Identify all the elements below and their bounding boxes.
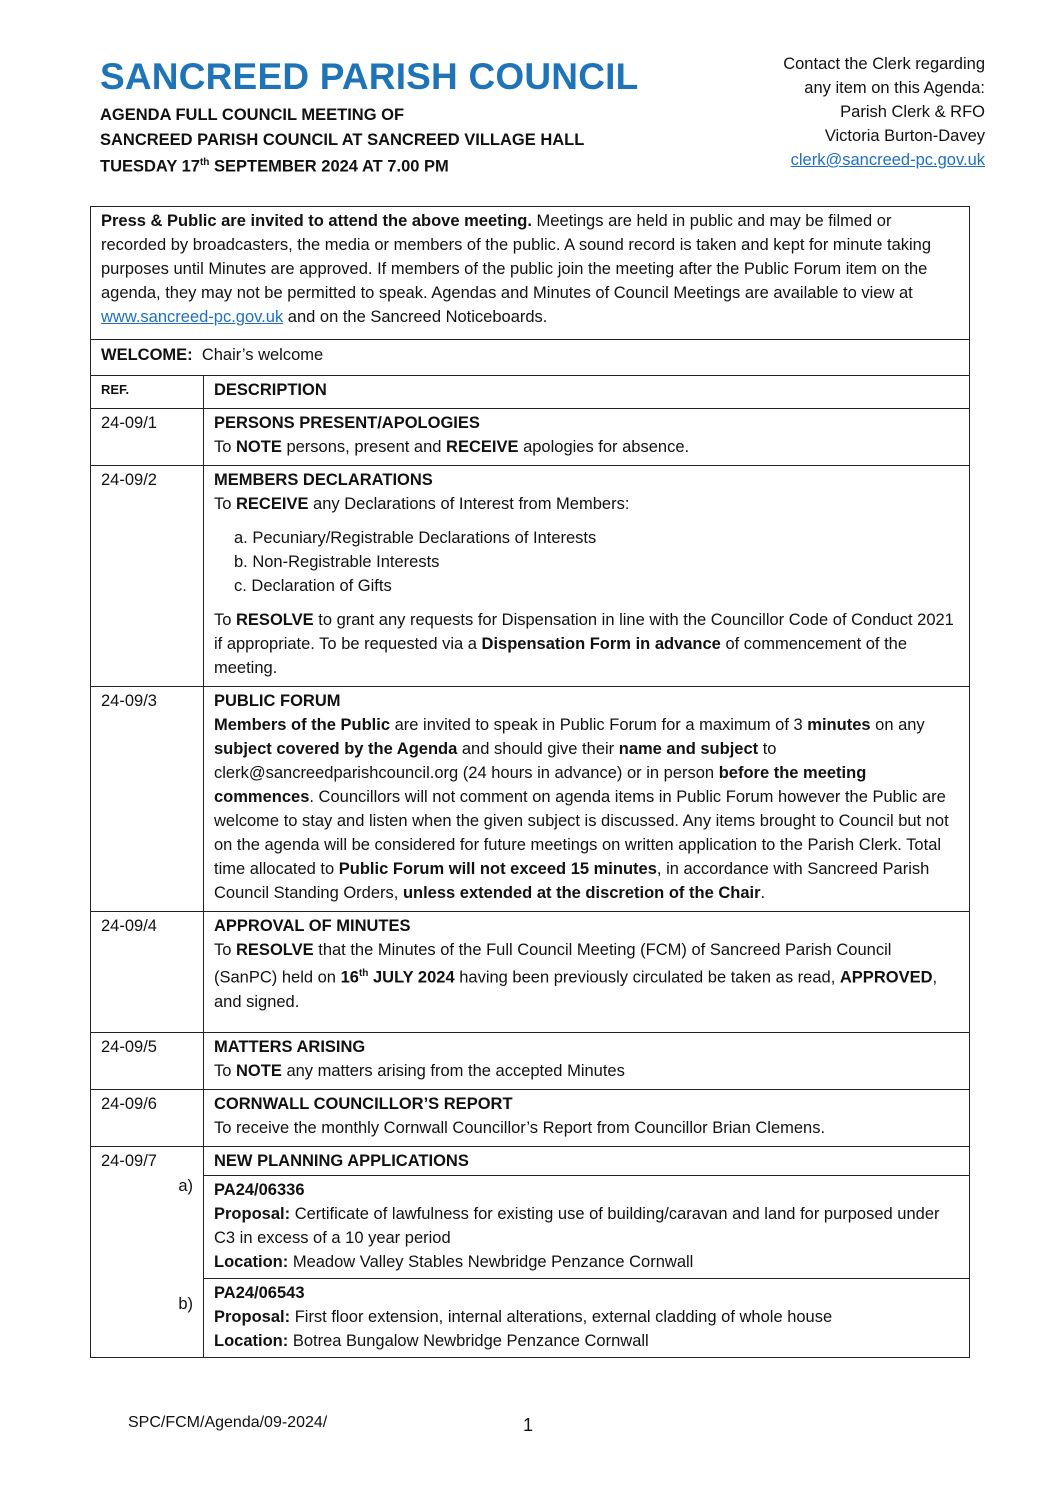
agenda-heading-line2: SANCREED PARISH COUNCIL AT SANCREED VILLAGE HALL [100, 131, 585, 149]
table-row [91, 912, 969, 1033]
item-title: MEMBERS DECLARATIONS [214, 471, 433, 489]
item-ref: 24-09/6 [91, 1090, 204, 1146]
item-title: PUBLIC FORUM [214, 692, 341, 710]
welcome-row [91, 340, 969, 376]
table-row [91, 1033, 969, 1090]
item-ref: 24-09/5 [91, 1033, 204, 1089]
item-ref: 24-09/2 [91, 466, 204, 686]
list-item: b. Non-Registrable Interests [234, 553, 440, 571]
application-code: PA24/06336 [214, 1180, 305, 1199]
table-row [91, 1147, 969, 1357]
planning-application: PA24/06543 Proposal: First floor extension, internal alterations, external cladding of whole house Location: Botrea Bungalow Newbridge Penzance Cornwall [204, 1278, 969, 1357]
item-title: NEW PLANNING APPLICATIONS [214, 1151, 469, 1170]
intro-bold: Press & Public are invited to attend the above meeting. [101, 212, 532, 230]
intro-notice [91, 207, 969, 340]
clerk-contact [783, 52, 985, 172]
council-title: SANCREED PARISH COUNCIL [100, 56, 639, 97]
item-description: PERSONS PRESENT/APOLOGIES To NOTE persons, present and RECEIVE apologies for absence. [214, 414, 690, 456]
page-number: 1 [523, 1415, 534, 1435]
item-description: PUBLIC FORUM Members of the Public are invited to speak in Public Forum for a maximum of 3 minutes on any subject covered by the Agenda and should give their name and subject to clerk@sancreedparishcouncil.org (24 hours in advance) or in person before the meeting commences. Councillors will not comment on agenda items in Public Forum however the Public are welcome to stay and listen when the given subject is discussed. Any items brought to Council but not on the agenda will be considered for future meetings on written application to the Parish Clerk. Total time allocated to Public Forum will not exceed 15 minutes, in accordance with Sancreed Parish Council Standing Orders, unless extended at the discretion of the Chair. [214, 692, 949, 902]
list-item: a. Pecuniary/Registrable Declarations of Interests [234, 529, 597, 547]
clerk-email-link[interactable]: clerk@sancreed-pc.gov.uk [790, 151, 985, 169]
item-description [204, 1147, 969, 1357]
welcome-text: Chair’s welcome [192, 346, 324, 364]
agenda-heading-date: TUESDAY 17th SEPTEMBER 2024 AT 7.00 PM [100, 157, 449, 176]
table-row [91, 409, 969, 466]
item-ref: 24-09/3 [91, 687, 204, 911]
item-description: CORNWALL COUNCILLOR’S REPORT To receive the monthly Cornwall Councillor’s Report from Councillor Brian Clemens. [214, 1094, 826, 1137]
welcome-label: WELCOME: [101, 346, 193, 364]
contact-line: Contact the Clerk regarding [783, 55, 985, 73]
contact-line: Victoria Burton-Davey [824, 127, 985, 145]
sub-item-letter: a) [178, 1176, 193, 1195]
agenda-heading-line1: AGENDA FULL COUNCIL MEETING OF [100, 106, 405, 124]
table-header [91, 376, 969, 409]
item-title: MATTERS ARISING [214, 1037, 366, 1056]
application-code: PA24/06543 [214, 1283, 305, 1302]
item-ref: 24-09/4 [91, 912, 204, 1032]
agenda-table [90, 206, 970, 1358]
description-header: DESCRIPTION [214, 381, 327, 399]
item-title: PERSONS PRESENT/APOLOGIES [214, 414, 480, 432]
item-description: MEMBERS DECLARATIONS To RECEIVE any Declarations of Interest from Members: a. Pecuniary/Registrable Declarations of Interests b. Non-Registrable Interests c. Declaration of Gifts To RESOLVE to grant any requests for Dispensation in line with the Councillor Code of Conduct 2021 if appropriate. To be requested via a Dispensation Form in advance of commencement of the meeting. [204, 466, 969, 686]
item-title: CORNWALL COUNCILLOR’S REPORT [214, 1094, 513, 1113]
sub-item-letter: b) [178, 1294, 193, 1313]
planning-application: PA24/06336 Proposal: Certificate of lawfulness for existing use of building/caravan and land for purposed under C3 in excess of a 10 year period Location: Meadow Valley Stables Newbridge Penzance Cornwall [204, 1175, 969, 1278]
intro-text: Meetings are held in public and may be filmed or recorded by broadcasters, the media or members of the public. A sound record is taken and kept for minute taking purposes until Minutes are approved. If members of the public join the meeting after the Public Forum item on the agenda, they may not be permitted to speak. Agendas and Minutes of Council Meetings are available to view at [101, 212, 932, 302]
item-title: APPROVAL OF MINUTES [214, 917, 411, 935]
item-description: APPROVAL OF MINUTES To RESOLVE that the Minutes of the Full Council Meeting (FCM) of Sancreed Parish Council (SanPC) held on 16th JULY 2024 having been previously circulated be taken as read, APPROVED, and signed. [214, 917, 938, 1011]
contact-line: any item on this Agenda: [804, 79, 985, 97]
declaration-list [234, 526, 959, 598]
intro-tail: and on the Sancreed Noticeboards. [283, 308, 548, 326]
item-ref: 24-09/7 a) b) [91, 1147, 204, 1357]
item-ref: 24-09/1 [91, 409, 204, 465]
ref-header: REF. [91, 376, 204, 408]
table-row [91, 687, 969, 912]
list-item: c. Declaration of Gifts [234, 577, 392, 595]
item-description: MATTERS ARISING To NOTE any matters arising from the accepted Minutes [214, 1037, 625, 1080]
document-reference: SPC/FCM/Agenda/09-2024/ [128, 1414, 328, 1431]
website-link[interactable]: www.sancreed-pc.gov.uk [101, 308, 284, 326]
contact-line: Parish Clerk & RFO [840, 103, 985, 121]
table-row [91, 466, 969, 687]
table-row [91, 1090, 969, 1147]
